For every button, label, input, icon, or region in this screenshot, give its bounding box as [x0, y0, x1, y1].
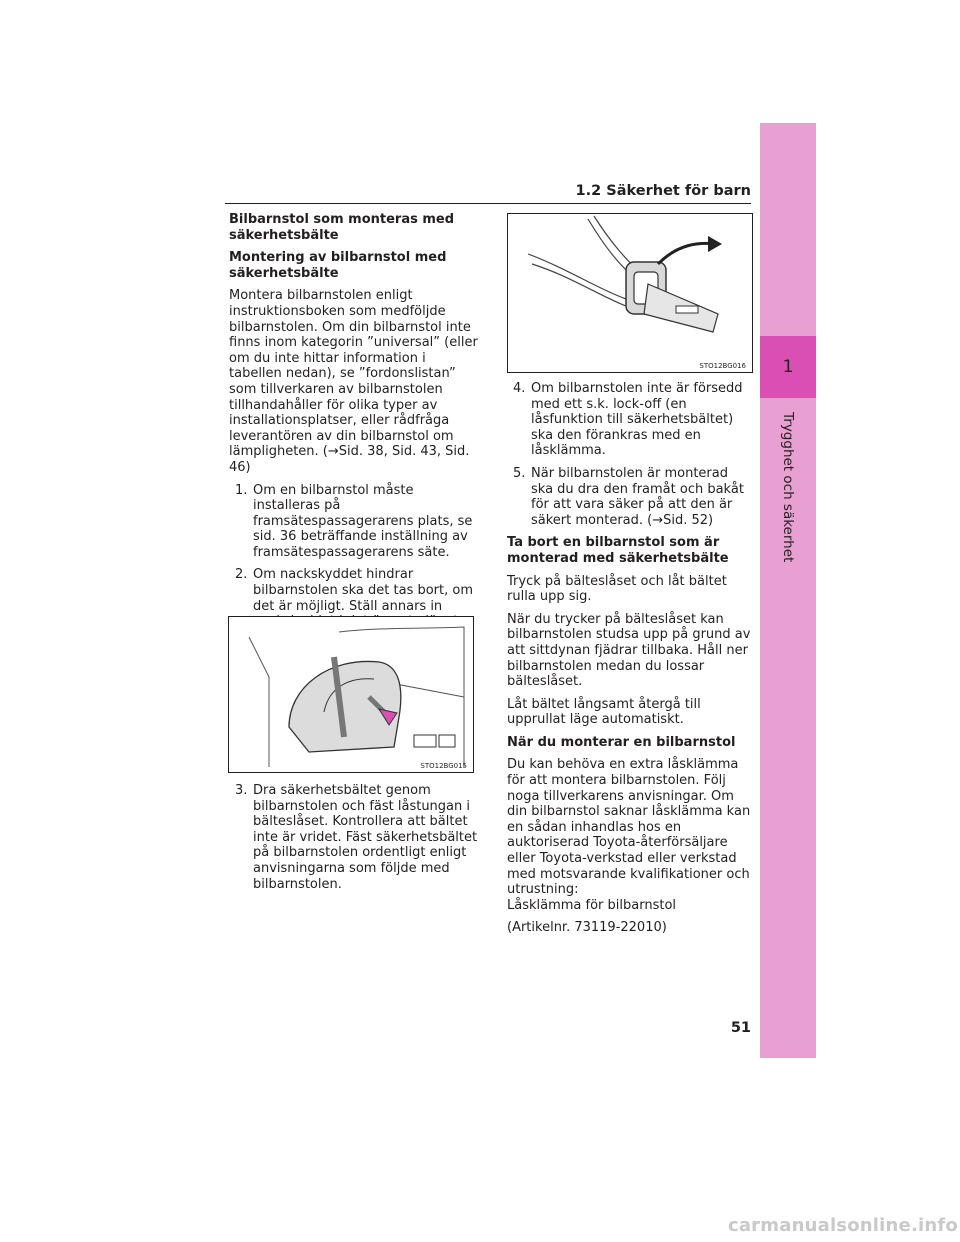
child-seat-illustration [229, 617, 473, 772]
figure-code: STO12BG015 [420, 762, 467, 770]
removal-paragraph-2: När du trycker på bälteslåset kan bilbarnstolen studsa upp på grund av att sittdynan fjädrar tillbaka. Håll ner bilbarnstolen medan du lossar bälteslåset. [507, 611, 751, 690]
chapter-title-label: Trygghet och säkerhet [780, 412, 796, 563]
list-text: Dra säkerhetsbältet genom bilbarnstolen och fäst låstungan i bälteslåset. Kontrollera att bältet inte är vridet. Fäst säkerhetsbältet på bilbarnstolen ordentligt enligt anvisningarna som följde med bilbarnstolen. [253, 783, 478, 892]
list-text: Om bilbarnstolen inte är försedd med ett s.k. lock-off (en låsfunktion till säkerhetsbältet) ska den förankras med en låsklämma. [531, 381, 743, 459]
figure-locking-clip [507, 213, 753, 373]
list-text: När bilbarnstolen är monterad ska du dra den framåt och bakåt för att vara säker på att den är säkert monterad. (→Sid. 52) [531, 465, 744, 528]
list-number: 3. [235, 783, 248, 798]
locking-clip-name: Låsklämma för bilbarnstol [507, 897, 677, 913]
part-number: (Artikelnr. 73119-22010) [507, 920, 667, 936]
left-column [229, 212, 479, 652]
left-column-bottom [229, 783, 479, 899]
list-number: 4. [513, 381, 526, 396]
removal-paragraph-3: Låt bältet långsamt återgå till upprullat läge automatiskt. [507, 696, 701, 728]
page-number: 51 [730, 1020, 751, 1036]
heading-belt-mounted-seat: Bilbarnstol som monteras med säkerhetsbälte [229, 212, 455, 243]
list-text: Om nackskyddet hindrar bilbarnstolen ska det tas bort, om det är möjligt. Ställ annars in [253, 567, 474, 614]
list-number: 2. [235, 567, 248, 583]
right-column [507, 381, 752, 943]
heading-removal: Ta bort en bilbarnstol som är monterad med säkerhetsbälte [507, 535, 729, 566]
installation-paragraph: Montera bilbarnstolen enligt instruktionsboken som medföljde bilbarnstolen. Om din bilbarnstol inte finns inom kategorin ”universal” (eller om du inte hittar information i tabellen nedan), se ”fordonslistan” som tillverkaren av bilbarnstolen tillhandahåller för olika typer av installationsplatser, eller rådfråga leverantören av din bilbarnstol om lämpligheten. (→Sid. 38, Sid. 43, Sid. 46) [229, 288, 478, 475]
figure-code: STO12BG016 [699, 362, 746, 370]
list-item [513, 381, 752, 459]
heading-when-installing: När du monterar en bilbarnstol [507, 734, 736, 750]
list-item [235, 482, 479, 561]
removal-paragraph-1: Tryck på bälteslåset och låt bältet rulla upp sig. [507, 573, 727, 605]
locking-clip-paragraph: Du kan behöva en extra låsklämma för att montera bilbarnstolen. Följ noga tillverkarens anvisningar. Om din bilbarnstol saknar låsklämma kan en sådan inhandlas hos en auktoriserad Toyota-återförsäljare eller Toyota-verkstad eller verkstad med motsvarande kvalifikationer och utrustning: [507, 757, 751, 898]
list-text: Om en bilbarnstol måste installeras på framsätespassagerarens plats, se sid. 36 beträffande inställning av framsätespassagerarens säte. [253, 482, 473, 560]
heading-installation: Montering av bilbarnstol med säkerhetsbälte [229, 250, 447, 281]
list-item [513, 465, 752, 528]
list-number: 5. [513, 465, 526, 481]
figure-child-seat [228, 616, 474, 773]
locking-clip-illustration [508, 214, 752, 372]
section-header: 1.2 Säkerhet för barn [225, 183, 751, 204]
chapter-side-tab [760, 123, 816, 1058]
chapter-number-badge: 1 [760, 336, 816, 398]
list-item [235, 783, 479, 892]
list-number: 1. [235, 482, 248, 498]
watermark: carmanualsonline.info [727, 1215, 958, 1236]
